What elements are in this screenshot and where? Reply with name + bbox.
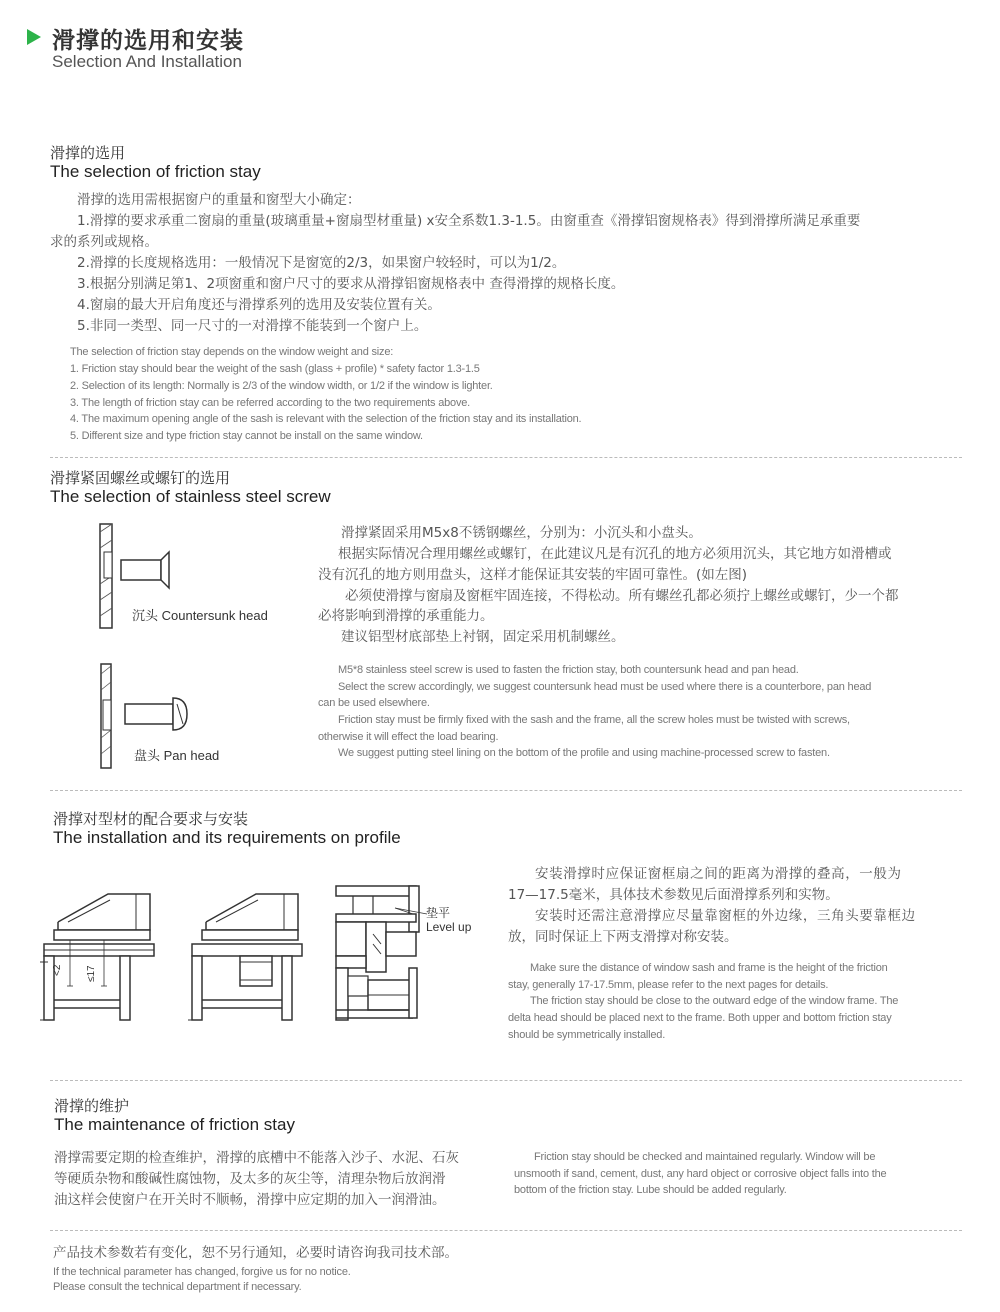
profile-diagram-3	[333, 884, 433, 1024]
s3-en-line: should be symmetrically installed.	[508, 1029, 666, 1041]
s2-en-line: Select the screw accordingly, we suggest countersunk head must be used where there is a counterbore, pan head	[338, 681, 872, 693]
s1-zh-line: 5.非同一类型、同一尺寸的一对滑撑不能装到一个窗户上。	[77, 318, 428, 334]
s4-en-line: Friction stay should be checked and maintained regularly. Window will be	[534, 1151, 876, 1163]
section1-title-zh: 滑撑的选用	[50, 144, 126, 162]
s1-zh-line: 1.滑撑的要求承重二窗扇的重量(玻璃重量+窗扇型材重量) x安全系数1.3-1.5。由窗重查《滑撑铝窗规格表》得到滑撑所满足承重要	[77, 213, 861, 229]
divider	[50, 790, 962, 791]
countersunk-head-label: 沉头 Countersunk head	[132, 608, 268, 623]
s2-zh-line: 必须使滑撑与窗扇及窗框牢固连接，不得松动。所有螺丝孔都必须拧上螺丝或螺钉，少一个都	[345, 588, 899, 604]
section4-title-en: The maintenance of friction stay	[54, 1115, 295, 1134]
s2-en-line: We suggest putting steel lining on the bottom of the profile and using machine-processed screw to fasten.	[338, 747, 830, 759]
section3-title-en: The installation and its requirements on profile	[53, 828, 401, 847]
s3-en-line: stay, generally 17-17.5mm, please refer to the next pages for details.	[508, 979, 829, 991]
s2-en-line: can be used elsewhere.	[318, 697, 430, 709]
s1-zh-line: 4.窗扇的最大开启角度还与滑撑系列的选用及安装位置有关。	[77, 297, 441, 313]
section3-title-zh: 滑撑对型材的配合要求与安装	[53, 810, 249, 828]
s1-zh-line: 滑撑的选用需根据窗户的重量和窗型大小确定：	[77, 192, 361, 208]
s1-en-line: The selection of friction stay depends on the window weight and size:	[70, 346, 394, 358]
s1-en-line: 1. Friction stay should bear the weight of the sash (glass + profile) * safety factor 1.3-1.5	[70, 363, 480, 375]
s4-zh-line: 油这样会使窗户在开关时不顺畅，滑撑中应定期的加入一润滑油。	[54, 1192, 446, 1208]
s3-zh-line: 17—17.5毫米，具体技术参数见后面滑撑系列和实物。	[508, 887, 839, 903]
s4-zh-line: 等硬质杂物和酸碱性腐蚀物，及太多的灰尘等，清理杂物后放润滑	[54, 1171, 446, 1187]
page-title: 滑撑的选用和安装	[52, 28, 244, 54]
footer-notice-en-1: If the technical parameter has changed, forgive us for no notice.	[53, 1266, 351, 1278]
s2-zh-line: 必将影响到滑撑的承重能力。	[318, 608, 494, 624]
s3-zh-line: 放，同时保证上下两支滑撑对称安装。	[508, 929, 738, 945]
s2-zh-line: 建议铝型材底部垫上衬钢，固定采用机制螺丝。	[341, 629, 625, 645]
dim-small-label: <2	[52, 964, 63, 976]
s2-zh-line: 根据实际情况合理用螺丝或螺钉，在此建议凡是有沉孔的地方必须用沉头，其它地方如滑槽或	[338, 546, 892, 562]
profile-diagram-2	[188, 882, 313, 1022]
s2-en-line: M5*8 stainless steel screw is used to fasten the friction stay, both countersunk head and pan head.	[338, 664, 799, 676]
dim-large-label: ≤17	[86, 965, 97, 982]
section2-title-zh: 滑撑紧固螺丝或螺钉的选用	[50, 469, 231, 487]
s2-zh-line: 滑撑紧固采用M5x8不锈钢螺丝，分别为：小沉头和小盘头。	[341, 525, 702, 541]
s4-en-line: bottom of the friction stay. Lube should be added regularly.	[514, 1184, 787, 1196]
s1-zh-line: 求的系列或规格。	[50, 234, 158, 250]
divider	[50, 1080, 962, 1081]
s2-en-line: otherwise it will effect the load bearing.	[318, 731, 499, 743]
s1-en-line: 3. The length of friction stay can be referred according to the two requirements above.	[70, 397, 471, 409]
section1-title-en: The selection of friction stay	[50, 162, 261, 181]
s1-en-line: 2. Selection of its length: Normally is 2/3 of the window width, or 1/2 if the window is lighter.	[70, 380, 493, 392]
level-up-label-zh: 垫平	[426, 906, 451, 920]
s4-zh-line: 滑撑需要定期的检查维护，滑撑的底槽中不能落入沙子、水泥、石灰	[54, 1150, 459, 1166]
level-up-label-en: Level up	[426, 920, 472, 934]
s3-zh-line: 安装时还需注意滑撑应尽量靠窗框的外边缘，三角头要靠框边	[535, 908, 916, 924]
footer-notice-en-2: Please consult the technical department if necessary.	[53, 1281, 302, 1293]
s2-zh-line: 没有沉孔的地方则用盘头，这样才能保证其安装的牢固可靠性。(如左图)	[318, 567, 748, 583]
s1-en-line: 5. Different size and type friction stay cannot be install on the same window.	[70, 430, 423, 442]
section2-title-en: The selection of stainless steel screw	[50, 487, 331, 506]
s1-zh-line: 2.滑撑的长度规格选用：一般情况下是窗宽的2/3，如果窗户较轻时，可以为1/2。	[77, 255, 566, 271]
s4-en-line: unsmooth if sand, cement, dust, any hard object or corrosive object falls into the	[514, 1168, 887, 1180]
s3-en-line: The friction stay should be close to the outward edge of the window frame. The	[530, 995, 899, 1007]
page-subtitle: Selection And Installation	[52, 52, 242, 71]
play-arrow-icon	[27, 29, 41, 45]
section4-title-zh: 滑撑的维护	[54, 1097, 130, 1115]
s1-en-line: 4. The maximum opening angle of the sash is relevant with the selection of the friction stay and its installation.	[70, 413, 582, 425]
divider	[50, 1230, 962, 1231]
pan-head-label: 盘头 Pan head	[134, 748, 220, 763]
divider	[50, 457, 962, 458]
s2-en-line: Friction stay must be firmly fixed with the sash and the frame, all the screw holes must be twisted with screws,	[338, 714, 850, 726]
s3-en-line: delta head should be placed next to the frame. Both upper and bottom friction stay	[508, 1012, 892, 1024]
s3-en-line: Make sure the distance of window sash and frame is the height of the friction	[530, 962, 888, 974]
footer-notice-zh: 产品技术参数若有变化，恕不另行通知，必要时请咨询我司技术部。	[53, 1245, 458, 1261]
s1-zh-line: 3.根据分别满足第1、2项窗重和窗户尺寸的要求从滑撑铝窗规格表中 查得滑撑的规格长度。	[77, 276, 625, 292]
s3-zh-line: 安装滑撑时应保证窗框扇之间的距离为滑撑的叠高，一般为	[535, 866, 902, 882]
profile-diagram-1	[40, 882, 165, 1022]
